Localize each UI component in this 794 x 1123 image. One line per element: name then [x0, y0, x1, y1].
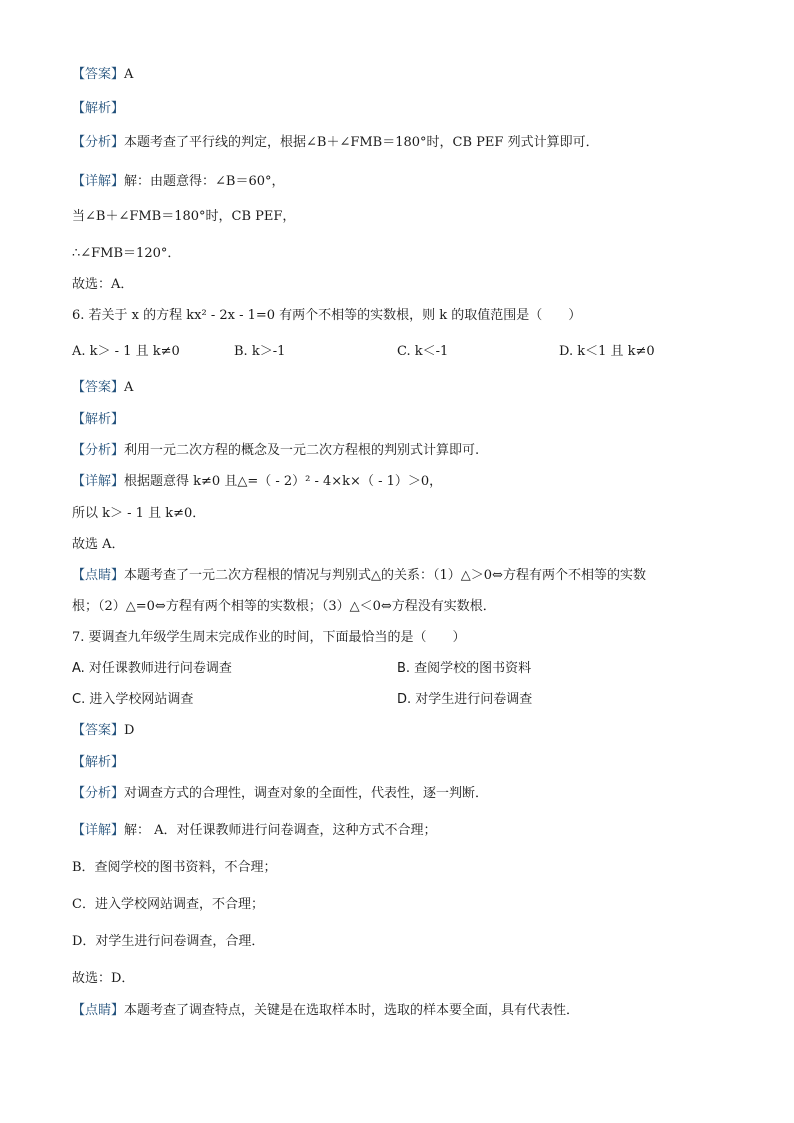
answer-line — [72, 722, 134, 740]
detail-text: 解： A．对任课教师进行问卷调查，这种方式不合理； — [124, 823, 437, 838]
q6-option-a: A. k＞ - 1 且 k≠0 — [72, 344, 180, 359]
analysis-tag: 【分析】 — [72, 443, 125, 458]
comment-line — [72, 567, 646, 585]
analysis-tag: 【分析】 — [72, 786, 125, 801]
detail-step: 当∠B＋∠FMB＝180°时，CB PEF， — [72, 209, 296, 224]
detail-step: ∴∠FMB＝120°． — [72, 246, 181, 261]
detail-text: 解：由题意得：∠B＝60°， — [124, 174, 285, 189]
detail-step: D．对学生进行问卷调查，合理． — [72, 934, 265, 949]
answer-value: A — [124, 67, 134, 82]
analysis-heading — [72, 411, 124, 429]
analysis-text: 本题考查了平行线的判定，根据∠B＋∠FMB＝180°时，CB PEF 列式计算即可． — [124, 135, 599, 150]
detail-line — [72, 822, 437, 840]
q7-option-d: D. 对学生进行问卷调查 — [397, 692, 533, 707]
q6-option-d: D. k＜1 且 k≠0 — [559, 344, 655, 359]
analysis-tag: 【解析】 — [72, 755, 125, 770]
analysis-line — [72, 134, 599, 152]
comment-text: 本题考查了一元二次方程根的情况与判别式△的关系：（1）△＞0⇔方程有两个不相等的实数 — [124, 568, 646, 583]
detail-step: B．查阅学校的图书资料，不合理； — [72, 860, 277, 875]
choice-line: 故选：A． — [72, 277, 134, 292]
analysis-heading — [72, 100, 124, 118]
analysis-heading — [72, 754, 124, 772]
analysis-line — [72, 785, 488, 803]
detail-text: 根据题意得 k≠0 且△=（ - 2）² - 4×k×（ - 1）＞0， — [124, 474, 443, 489]
answer-line — [72, 379, 133, 397]
detail-tag: 【详解】 — [72, 474, 125, 489]
analysis-tag: 【解析】 — [72, 412, 125, 427]
detail-step: 所以 k＞ - 1 且 k≠0． — [72, 506, 206, 521]
analysis-line — [72, 442, 479, 460]
analysis-tag: 【解析】 — [72, 101, 125, 116]
question-7: 7. 要调查九年级学生周末完成作业的时间，下面最恰当的是（ ） — [72, 630, 466, 645]
detail-tag: 【详解】 — [72, 823, 125, 838]
q6-option-b: B. k＞-1 — [234, 344, 286, 359]
q6-option-c: C. k＜-1 — [397, 344, 449, 359]
answer-tag: 【答案】 — [72, 67, 125, 82]
detail-line — [72, 173, 285, 191]
q7-option-b: B. 查阅学校的图书资料 — [397, 661, 532, 676]
detail-line — [72, 473, 442, 491]
answer-line — [72, 66, 133, 84]
detail-step: C．进入学校网站调查，不合理； — [72, 897, 264, 912]
choice-line: 故选 A． — [72, 537, 125, 552]
comment-continuation: 根；（2）△=0⇔方程有两个相等的实数根；（3）△＜0⇔方程没有实数根． — [72, 599, 496, 614]
answer-tag: 【答案】 — [72, 723, 125, 738]
analysis-text: 对调查方式的合理性，调查对象的全面性，代表性，逐一判断． — [124, 786, 489, 801]
question-6: 6. 若关于 x 的方程 kx² - 2x - 1=0 有两个不相等的实数根，则 k 的取值范围是（ ） — [72, 308, 582, 323]
analysis-tag: 【分析】 — [72, 135, 125, 150]
q7-option-a: A. 对任课教师进行问卷调查 — [72, 661, 232, 676]
answer-tag: 【答案】 — [72, 380, 125, 395]
comment-tag: 【点睛】 — [72, 1003, 125, 1018]
q7-option-c: C. 进入学校网站调查 — [72, 692, 194, 707]
answer-value: A — [124, 380, 134, 395]
comment-tag: 【点睛】 — [72, 568, 125, 583]
detail-tag: 【详解】 — [72, 174, 125, 189]
comment-text: 本题考查了调查特点，关键是在选取样本时，选取的样本要全面，具有代表性． — [124, 1003, 580, 1018]
analysis-text: 利用一元二次方程的概念及一元二次方程根的判别式计算即可. — [124, 443, 480, 458]
choice-line: 故选：D． — [72, 971, 135, 986]
answer-value: D — [124, 723, 135, 738]
comment-line — [72, 1002, 579, 1020]
